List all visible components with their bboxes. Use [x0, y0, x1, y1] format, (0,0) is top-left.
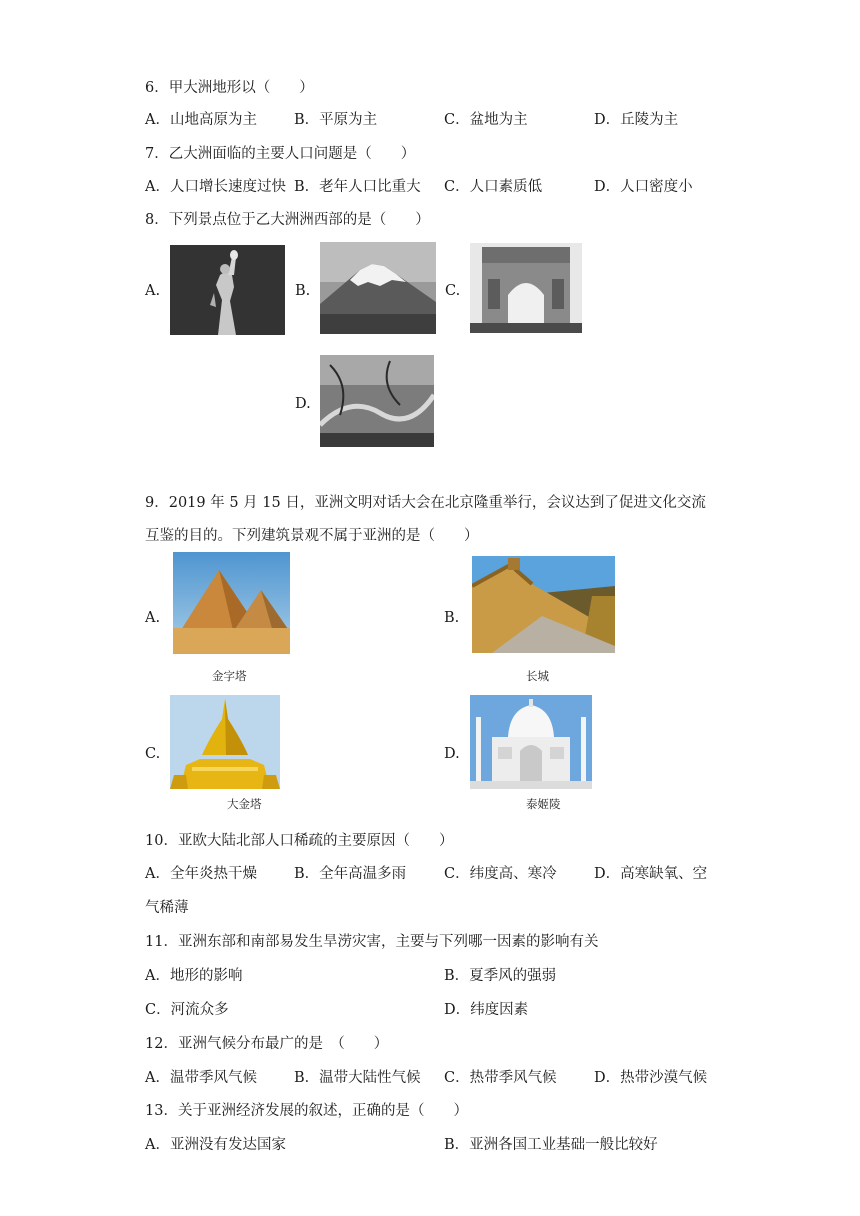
q10-option-a[interactable]: A．全年炎热干燥 — [145, 866, 257, 882]
q10-option-d-continuation: 气稀薄 — [145, 900, 189, 916]
q12-option-c[interactable]: C．热带季风气候 — [444, 1070, 557, 1086]
q9-option-d-label[interactable]: D. — [444, 746, 460, 762]
q12-option-d[interactable]: D．热带沙漠气候 — [594, 1070, 708, 1086]
q8-option-b-label[interactable]: B. — [295, 283, 311, 299]
question-6-stem: 6．甲大洲地形以（ ） — [145, 80, 314, 96]
q7-option-b[interactable]: B．老年人口比重大 — [294, 179, 421, 195]
mount-fuji-image[interactable] — [320, 242, 436, 334]
q12-option-b[interactable]: B．温带大陆性气候 — [294, 1070, 421, 1086]
taj-mahal-image[interactable] — [470, 695, 592, 789]
q9-option-c-label[interactable]: C. — [145, 746, 161, 762]
q6-option-d[interactable]: D．丘陵为主 — [594, 112, 679, 128]
q7-option-a[interactable]: A．人口增长速度过快 — [145, 179, 286, 195]
taj-mahal-caption: 泰姬陵 — [526, 797, 561, 811]
q10-option-b[interactable]: B．全年高温多雨 — [294, 866, 407, 882]
q6-option-b[interactable]: B．平原为主 — [294, 112, 378, 128]
question-8-stem: 8．下列景点位于乙大洲洲西部的是（ ） — [145, 212, 430, 228]
statue-of-liberty-image[interactable] — [170, 245, 285, 335]
q7-option-c[interactable]: C．人口素质低 — [444, 179, 543, 195]
q6-option-a[interactable]: A．山地高原为主 — [145, 112, 257, 128]
question-9-stem-line-2: 互鉴的目的。下列建筑景观不属于亚洲的是（ ） — [145, 528, 479, 544]
q13-option-b[interactable]: B．亚洲各国工业基础一般比较好 — [444, 1137, 658, 1153]
q11-option-a[interactable]: A．地形的影响 — [145, 968, 243, 984]
q7-option-d[interactable]: D．人口密度小 — [594, 179, 693, 195]
q11-option-c[interactable]: C．河流众多 — [145, 1002, 229, 1018]
arc-de-triomphe-image[interactable] — [470, 243, 582, 333]
q9-option-a-label[interactable]: A. — [145, 610, 161, 626]
q13-option-a[interactable]: A．亚洲没有发达国家 — [145, 1137, 286, 1153]
q11-option-d[interactable]: D．纬度因素 — [444, 1002, 529, 1018]
great-wall-bw-image[interactable] — [320, 355, 434, 447]
q11-option-b[interactable]: B．夏季风的强弱 — [444, 968, 557, 984]
question-9-stem-line-1: 9．2019 年 5 月 15 日，亚洲文明对话大会在北京隆重举行，会议达到了促进文化交流 — [145, 495, 706, 511]
q10-option-d[interactable]: D．高寒缺氧、空 — [594, 866, 708, 882]
q9-option-b-label[interactable]: B. — [444, 610, 460, 626]
q10-option-c[interactable]: C．纬度高、寒冷 — [444, 866, 557, 882]
q8-option-a-label[interactable]: A. — [145, 283, 161, 299]
question-11-stem: 11．亚洲东部和南部易发生旱涝灾害，主要与下列哪一因素的影响有关 — [145, 934, 599, 950]
q6-option-c[interactable]: C．盆地为主 — [444, 112, 528, 128]
shwedagon-pagoda-image[interactable] — [170, 695, 280, 789]
q8-option-c-label[interactable]: C. — [445, 283, 461, 299]
pyramids-caption: 金字塔 — [212, 669, 247, 683]
question-13-stem: 13．关于亚洲经济发展的叙述，正确的是（ ） — [145, 1103, 468, 1119]
shwedagon-caption: 大金塔 — [227, 797, 262, 811]
question-7-stem: 7．乙大洲面临的主要人口问题是（ ） — [145, 146, 416, 162]
great-wall-caption: 长城 — [526, 669, 549, 683]
q12-option-a[interactable]: A．温带季风气候 — [145, 1070, 257, 1086]
question-12-stem: 12．亚洲气候分布最广的是 （ ） — [145, 1036, 389, 1052]
great-wall-image[interactable] — [472, 556, 615, 653]
pyramids-image[interactable] — [173, 552, 290, 654]
q8-option-d-label[interactable]: D. — [295, 396, 311, 412]
question-10-stem: 10．亚欧大陆北部人口稀疏的主要原因（ ） — [145, 833, 454, 849]
